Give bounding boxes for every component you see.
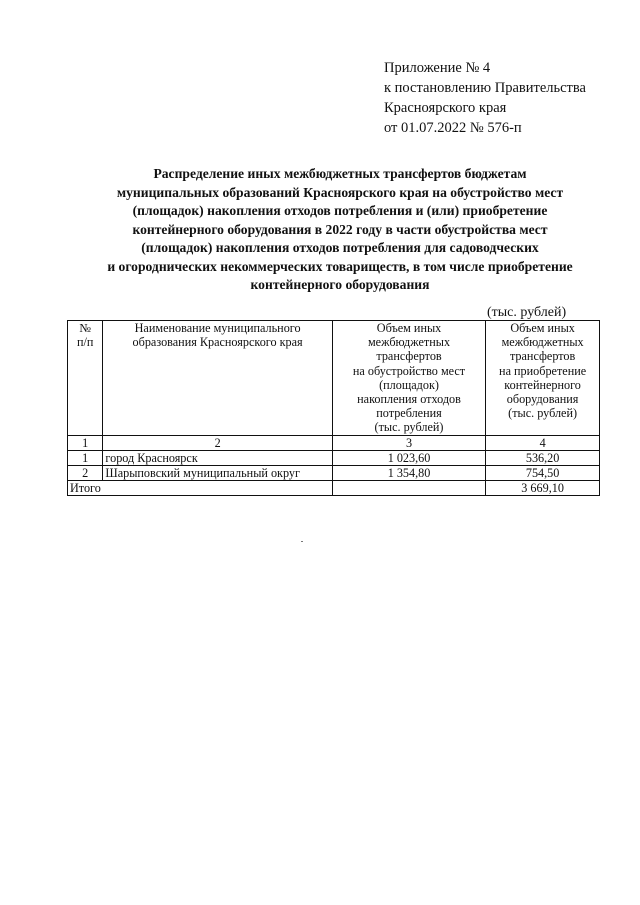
title-line: Распределение иных межбюджетных трансфертов бюджетам (153, 166, 527, 181)
table-row (68, 450, 600, 465)
header-text: межбюджетных (367, 335, 451, 350)
total-col3 (332, 481, 485, 496)
appendix-line: Красноярского края (384, 100, 507, 116)
header-text: Объем иных (510, 321, 575, 335)
row-name: Шарыповский муниципальный округ (103, 466, 332, 481)
title-line: (площадок) накопления отходов потребления для садоводческих (141, 240, 539, 255)
row-col3: 1 023,60 (332, 450, 485, 465)
column-number: 2 (103, 435, 332, 450)
appendix-line: к постановлению Правительства (384, 80, 586, 96)
transfers-table (67, 320, 600, 496)
header-name (103, 321, 332, 436)
title-line: (площадок) накопления отходов потребления и (или) приобретение (132, 203, 548, 218)
header-text: Объем иных (376, 321, 442, 335)
appendix-block (384, 58, 586, 138)
row-num: 1 (68, 450, 103, 465)
header-num (68, 321, 103, 436)
header-text: Наименование муниципального (134, 321, 301, 335)
title-line: контейнерного оборудования в 2022 году в части обустройства мест (132, 221, 548, 237)
header-col3 (332, 321, 485, 436)
total-col4: 3 669,10 (486, 481, 600, 496)
title-line: и огороднических некоммерческих товариществ, в том числе приобретение (107, 258, 573, 274)
document-title (70, 165, 610, 295)
header-col4 (486, 321, 600, 436)
row-name: город Красноярск (103, 450, 332, 465)
table-row (68, 466, 600, 481)
header-text: (тыс. рублей) (374, 420, 444, 435)
table-header-row (68, 321, 600, 436)
units-label: (тыс. рублей) (487, 305, 567, 320)
header-text: накопления отходов (357, 392, 461, 407)
total-row (68, 481, 600, 496)
header-text: п/п (76, 335, 94, 350)
appendix-line: от 01.07.2022 № 576-п (384, 120, 522, 136)
header-text: образования Красноярского края (132, 335, 303, 350)
appendix-line: Приложение № 4 (384, 60, 491, 76)
scan-speck (301, 541, 303, 542)
column-number: 1 (68, 435, 103, 450)
column-number: 3 (332, 435, 485, 450)
header-text: (площадок) (379, 377, 439, 392)
header-text: на приобретение (499, 363, 587, 378)
row-col4: 536,20 (486, 450, 600, 465)
column-number: 4 (486, 435, 600, 450)
header-text: контейнерного (504, 377, 581, 392)
header-text: трансфертов (509, 349, 576, 364)
header-text: межбюджетных (501, 335, 584, 350)
title-line: муниципальных образований Красноярского края на обустройство мест (116, 184, 564, 200)
header-text: трансфертов (376, 349, 442, 364)
header-text: на обустройство мест (352, 363, 466, 378)
row-col3: 1 354,80 (332, 466, 485, 481)
header-text: (тыс. рублей) (508, 406, 578, 421)
header-text: потребления (376, 406, 442, 421)
column-number-row (68, 435, 600, 450)
row-num: 2 (68, 466, 103, 481)
header-text: № (79, 321, 92, 335)
title-line: контейнерного оборудования (250, 277, 430, 292)
row-col4: 754,50 (486, 466, 600, 481)
header-text: оборудования (506, 392, 579, 407)
total-label: Итого (68, 481, 333, 496)
